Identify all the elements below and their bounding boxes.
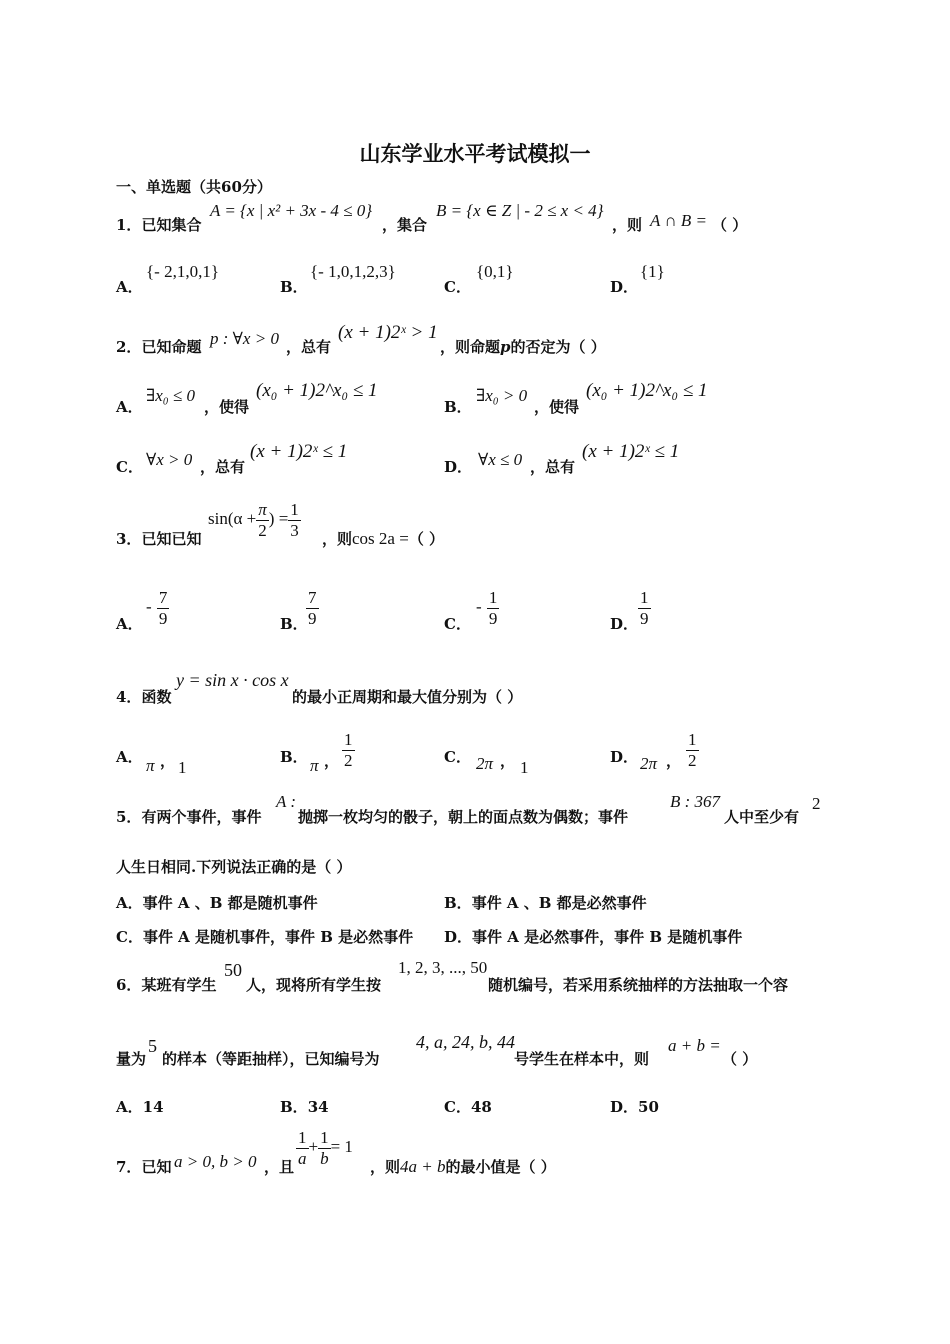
q4-option-b: B． bbox=[280, 748, 308, 766]
q7-equation: $\frac{1}{a}$ + $\frac{1}{b}$ = 1 bbox=[298, 1128, 353, 1168]
q3-condition: sin(α + $\frac{\pi}{2}$ ) = $\frac{1}{3}$ bbox=[208, 500, 299, 540]
q4-option-c-sep: ， bbox=[500, 752, 516, 770]
q4-option-d: D． bbox=[610, 748, 639, 766]
q1-option-a-value: {- 2,1,0,1} bbox=[146, 262, 219, 281]
q6-sample-size: 5 bbox=[148, 1036, 157, 1056]
q6-text-2: 随机编号，若采用系统抽样的方法抽取一个容 bbox=[488, 976, 789, 994]
q2-proposition: p : ∀x > 0 bbox=[210, 329, 279, 348]
q1-option-c: C． bbox=[444, 278, 471, 296]
question-5-stem: 5．有两个事件，事件 bbox=[116, 808, 262, 826]
q5-option-a: A．事件 A 、B 都是随机事件 bbox=[116, 894, 318, 912]
q3-option-d: D． bbox=[610, 615, 639, 633]
page-title: 山东学业水平考试模拟一 bbox=[359, 141, 591, 166]
q1-option-c-value: {0,1} bbox=[476, 262, 514, 281]
q1-option-b-value: {- 1,0,1,2,3} bbox=[310, 262, 396, 281]
q4-option-a: A． bbox=[116, 748, 143, 766]
q1-set-b: B = {x ∈ Z | - 2 ≤ x < 4} bbox=[436, 201, 604, 220]
q2-option-b-mid: ，使得 bbox=[534, 398, 580, 416]
q2-option-c: C． bbox=[116, 458, 143, 476]
question-4-stem: 4．函数 bbox=[116, 688, 172, 706]
q1-text: ，集合 bbox=[382, 216, 428, 234]
q4-option-d-sep: ， bbox=[666, 752, 682, 770]
q5-option-d: D．事件 A 是必然事件，事件 B 是随机事件 bbox=[444, 928, 743, 946]
q6-list: 4, a, 24, b, 44 bbox=[416, 1032, 515, 1052]
q2-option-b: B． bbox=[444, 398, 472, 416]
q3-option-a-value: - $\frac{7}{9}$ bbox=[146, 588, 168, 628]
q4-option-c: C． bbox=[444, 748, 471, 766]
q7-condition: a > 0, b > 0 bbox=[174, 1152, 257, 1171]
q5-text: 抛掷一枚均匀的骰子，朝上的面点数为偶数；事件 bbox=[298, 808, 629, 826]
q6-option-a: A．14 bbox=[116, 1098, 164, 1116]
q2-option-d-quant: ∀x ≤ 0 bbox=[478, 450, 523, 469]
q3-text: ，则cos 2a =（ ） bbox=[322, 529, 445, 548]
q1-option-a: A． bbox=[116, 278, 143, 296]
q4-option-a-sep: ， bbox=[160, 752, 176, 770]
q4-option-c-period: 2π bbox=[476, 754, 494, 773]
q4-option-b-period: π bbox=[310, 756, 319, 775]
question-1-stem: 1．已知集合 bbox=[116, 216, 202, 234]
q1-set-a: A = {x | x² + 3x - 4 ≤ 0} bbox=[210, 201, 373, 220]
question-6-stem: 6．某班有学生 bbox=[116, 976, 217, 994]
q6-option-c: C．48 bbox=[444, 1098, 492, 1116]
q1-option-b: B． bbox=[280, 278, 308, 296]
question-2-stem: 2．已知命题 bbox=[116, 338, 202, 356]
q2-text: ，总有 bbox=[286, 338, 332, 356]
q2-option-a-ineq: (x₀ + 1)2^x₀ ≤ 1 bbox=[256, 380, 378, 401]
q4-text: 的最小正周期和最大值分别为（ ） bbox=[292, 688, 523, 706]
q2-text-2: ，则命题p的否定为（ ） bbox=[440, 338, 606, 356]
q3-option-b: B． bbox=[280, 615, 308, 633]
q2-option-d: D． bbox=[444, 458, 473, 476]
q4-option-d-max: $\frac{1}{2}$ bbox=[688, 730, 697, 770]
q6-text: 人，现将所有学生按 bbox=[246, 976, 382, 994]
q2-option-a-mid: ，使得 bbox=[204, 398, 250, 416]
q4-option-c-max: 1 bbox=[520, 758, 529, 777]
q5-two: 2 bbox=[812, 794, 821, 813]
q1-text-2: ，则 bbox=[612, 216, 643, 234]
q5-option-b: B．事件 A 、B 都是必然事件 bbox=[444, 894, 647, 912]
q5-option-c: C．事件 A 是随机事件，事件 B 是必然事件 bbox=[116, 928, 414, 946]
q3-option-d-value: $\frac{1}{9}$ bbox=[640, 588, 649, 628]
q2-option-c-ineq: (x + 1)2ˣ ≤ 1 bbox=[250, 441, 348, 462]
q6-text-4: 的样本（等距抽样），已知编号为 bbox=[162, 1050, 380, 1068]
q2-inequality: (x + 1)2ˣ > 1 bbox=[338, 322, 438, 343]
q2-option-b-ineq: (x₀ + 1)2^x₀ ≤ 1 bbox=[586, 380, 708, 401]
q2-option-b-quant: ∃x₀ > 0 bbox=[476, 386, 528, 405]
q5-event-b: B : 367 bbox=[670, 792, 721, 811]
section-heading: 一、单选题（共60分） bbox=[116, 178, 272, 196]
q6-text-3: 量为 bbox=[116, 1050, 147, 1068]
q3-option-b-value: $\frac{7}{9}$ bbox=[308, 588, 317, 628]
q6-class-size: 50 bbox=[224, 960, 242, 980]
q6-paren: （ ） bbox=[722, 1050, 758, 1068]
q1-option-d-value: {1} bbox=[640, 262, 665, 281]
q3-option-a: A． bbox=[116, 615, 143, 633]
q4-function: y = sin x · cos x bbox=[176, 670, 289, 690]
q5-text-2: 人中至少有 bbox=[724, 808, 800, 826]
q1-option-d: D． bbox=[610, 278, 639, 296]
q7-text-2: ，则4a + b的最小值是（ ） bbox=[370, 1157, 556, 1176]
q4-option-a-period: π bbox=[146, 756, 155, 775]
q4-option-b-sep: ， bbox=[324, 752, 340, 770]
q2-option-a: A． bbox=[116, 398, 143, 416]
q6-expr: a + b = bbox=[668, 1036, 721, 1055]
q6-range: 1, 2, 3, ..., 50 bbox=[398, 958, 488, 977]
q4-option-d-period: 2π bbox=[640, 754, 658, 773]
q2-option-d-mid: ，总有 bbox=[530, 458, 576, 476]
q5-event-a: A : bbox=[276, 792, 296, 811]
question-7-stem: 7．已知 bbox=[116, 1158, 172, 1176]
q2-option-a-quant: ∃x₀ ≤ 0 bbox=[146, 386, 196, 405]
q6-option-b: B．34 bbox=[280, 1098, 329, 1116]
question-3-stem: 3．已知已知 bbox=[116, 530, 202, 548]
q3-option-c: C． bbox=[444, 615, 471, 633]
q7-text: ，且 bbox=[264, 1158, 295, 1176]
q4-option-b-max: $\frac{1}{2}$ bbox=[344, 730, 353, 770]
q2-option-c-mid: ，总有 bbox=[200, 458, 246, 476]
q2-option-d-ineq: (x + 1)2ˣ ≤ 1 bbox=[582, 441, 680, 462]
q5-line-2: 人生日相同.下列说法正确的是（ ） bbox=[116, 858, 352, 876]
q6-text-5: 号学生在样本中，则 bbox=[514, 1050, 650, 1068]
q2-option-c-quant: ∀x > 0 bbox=[146, 450, 193, 469]
q1-paren: （ ） bbox=[712, 216, 748, 234]
q6-option-d: D．50 bbox=[610, 1098, 659, 1116]
q3-option-c-value: - $\frac{1}{9}$ bbox=[476, 588, 498, 628]
q1-expr: A ∩ B = bbox=[650, 211, 707, 230]
q4-option-a-max: 1 bbox=[178, 758, 187, 777]
